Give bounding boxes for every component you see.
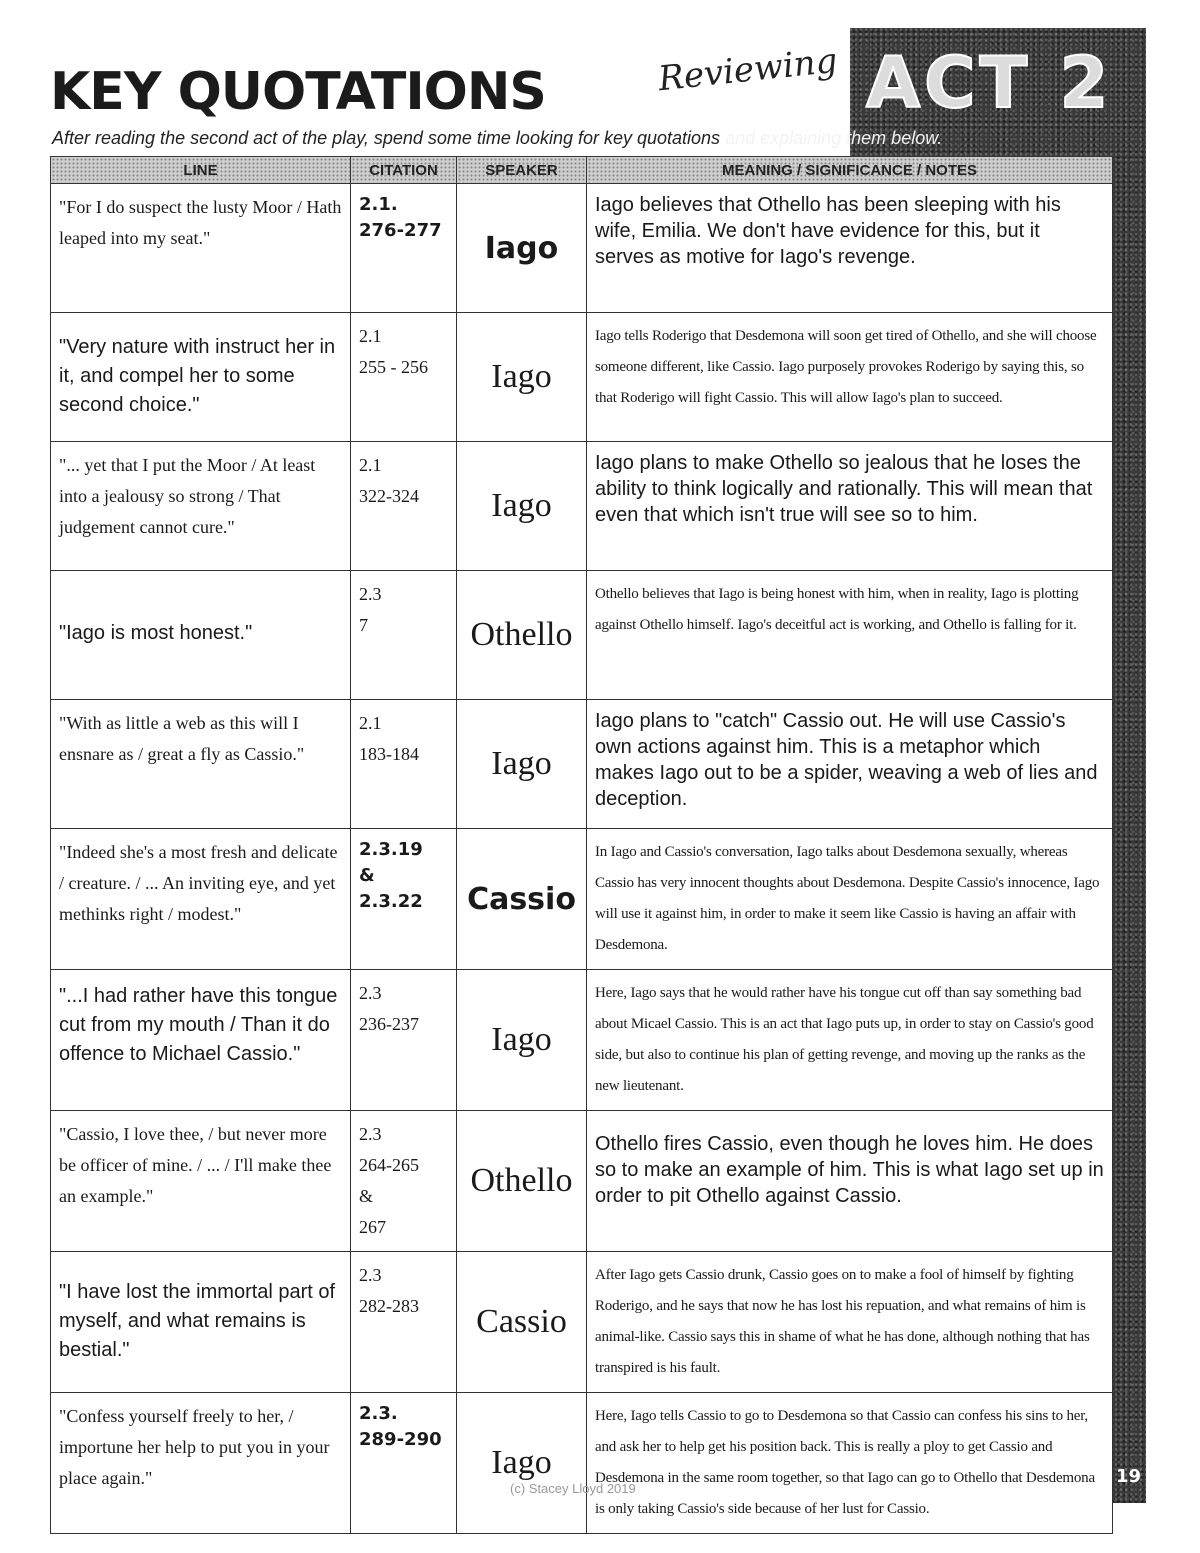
quote-line: "...I had rather have this tongue cut from my mouth / Than it do offence to Michael Cassio." bbox=[51, 970, 351, 1111]
reviewing-script-label: Reviewing bbox=[656, 40, 840, 100]
quote-line: "Iago is most honest." bbox=[51, 571, 351, 700]
quote-citation: 2.3.19 & 2.3.22 bbox=[351, 829, 457, 970]
quote-speaker: Othello bbox=[457, 571, 587, 700]
table-row bbox=[51, 1393, 1113, 1534]
quote-citation: 2.3 282-283 bbox=[351, 1252, 457, 1393]
quote-speaker: Iago bbox=[457, 313, 587, 442]
column-header-citation: CITATION bbox=[351, 157, 457, 184]
quotations-table bbox=[50, 156, 1113, 1534]
quote-speaker: Cassio bbox=[457, 829, 587, 970]
quote-citation: 2.1 322-324 bbox=[351, 442, 457, 571]
quote-line: "For I do suspect the lusty Moor / Hath leaped into my seat." bbox=[51, 184, 351, 313]
quote-citation: 2.3 236-237 bbox=[351, 970, 457, 1111]
quote-speaker: Iago bbox=[457, 970, 587, 1111]
quote-speaker: Iago bbox=[457, 1393, 587, 1534]
quote-line: "I have lost the immortal part of myself, and what remains is bestial." bbox=[51, 1252, 351, 1393]
quote-notes: Othello believes that Iago is being honest with him, when in reality, Iago is plotting against Othello himself. Iago's deceitful act is working, and Othello is falling for it. bbox=[587, 571, 1113, 700]
copyright-notice: (c) Stacey Lloyd 2019 bbox=[510, 1481, 636, 1496]
quote-notes: Here, Iago says that he would rather have his tongue cut off than say something bad about Micael Cassio. This is an act that Iago puts up, in order to stay on Cassio's good side, but also to continue his plan of getting revenge, and moving up the ranks as the new lieutenant. bbox=[587, 970, 1113, 1111]
table-row bbox=[51, 313, 1113, 442]
table-row bbox=[51, 442, 1113, 571]
quote-citation: 2.1. 276-277 bbox=[351, 184, 457, 313]
quote-line: "... yet that I put the Moor / At least into a jealousy so strong / That judgement cannot cure." bbox=[51, 442, 351, 571]
quote-speaker: Iago bbox=[457, 442, 587, 571]
table-row bbox=[51, 184, 1113, 313]
act-heading: ACT 2 bbox=[866, 42, 1113, 124]
quote-notes: After Iago gets Cassio drunk, Cassio goes on to make a fool of himself by fighting Roderigo, and he says that now he has lost his repuation, and what remains of him is animal-like. Cassio says this in shame of what he has done, although nothing that has transpired is his fault. bbox=[587, 1252, 1113, 1393]
table-row bbox=[51, 970, 1113, 1111]
table-row bbox=[51, 829, 1113, 970]
quote-line: "Confess yourself freely to her, / importune her help to put you in your place again." bbox=[51, 1393, 351, 1534]
quote-speaker: Othello bbox=[457, 1111, 587, 1252]
quote-line: "With as little a web as this will I ensnare as / great a fly as Cassio." bbox=[51, 700, 351, 829]
instructions bbox=[52, 128, 1132, 149]
quote-notes: Othello fires Cassio, even though he loves him. He does so to make an example of him. This is what Iago set up in order to pit Othello against Cassio. bbox=[587, 1111, 1113, 1252]
quote-citation: 2.1 255 - 256 bbox=[351, 313, 457, 442]
instructions-part-a: After reading the second act of the play, spend some time looking for key quotations bbox=[52, 128, 721, 148]
table-row bbox=[51, 1252, 1113, 1393]
quote-notes: Here, Iago tells Cassio to go to Desdemona so that Cassio can confess his sins to her, and ask her to help get his position back. This is really a ploy to get Cassio and Desdemona in the same room together, so that Iago can go to Othello that Desdemona is only taking Cassio's side because of her lust for Cassio. bbox=[587, 1393, 1113, 1534]
quote-citation: 2.1 183-184 bbox=[351, 700, 457, 829]
quote-notes: Iago plans to make Othello so jealous that he loses the ability to think logically and rationally. This will mean that even that which isn't true will see so to him. bbox=[587, 442, 1113, 571]
table-row bbox=[51, 1111, 1113, 1252]
column-header-line: LINE bbox=[51, 157, 351, 184]
page-title: KEY QUOTATIONS bbox=[50, 62, 546, 122]
quote-citation: 2.3. 289-290 bbox=[351, 1393, 457, 1534]
table-header-row bbox=[51, 157, 1113, 184]
quote-notes: In Iago and Cassio's conversation, Iago talks about Desdemona sexually, whereas Cassio has very innocent thoughts about Desdemona. Despite Cassio's innocence, Iago will use it against him, in order to make it seem like Cassio is having an affair with Desdemona. bbox=[587, 829, 1113, 970]
quote-line: "Cassio, I love thee, / but never more be officer of mine. / ... / I'll make thee an example." bbox=[51, 1111, 351, 1252]
instructions-part-b: and explaining them below. bbox=[720, 128, 943, 148]
quote-citation: 2.3 7 bbox=[351, 571, 457, 700]
quote-speaker: Iago bbox=[457, 184, 587, 313]
quote-notes: Iago plans to "catch" Cassio out. He will use Cassio's own actions against him. This is a metaphor which makes Iago out to be a spider, weaving a web of lies and deception. bbox=[587, 700, 1113, 829]
quote-citation: 2.3 264-265 & 267 bbox=[351, 1111, 457, 1252]
page-number: 19 bbox=[1116, 1466, 1142, 1487]
quote-notes: Iago believes that Othello has been sleeping with his wife, Emilia. We don't have evidence for this, but it serves as motive for Iago's revenge. bbox=[587, 184, 1113, 313]
column-header-notes: MEANING / SIGNIFICANCE / NOTES bbox=[587, 157, 1113, 184]
table-row bbox=[51, 571, 1113, 700]
quote-speaker: Cassio bbox=[457, 1252, 587, 1393]
quote-line: "Indeed she's a most fresh and delicate / creature. / ... An inviting eye, and yet methinks right / modest." bbox=[51, 829, 351, 970]
quote-notes: Iago tells Roderigo that Desdemona will soon get tired of Othello, and she will choose someone different, like Cassio. Iago purposely provokes Roderigo by saying this, so that Roderigo will fight Cassio. This will allow Iago's plan to succeed. bbox=[587, 313, 1113, 442]
quote-line: "Very nature with instruct her in it, and compel her to some second choice." bbox=[51, 313, 351, 442]
table-row bbox=[51, 700, 1113, 829]
column-header-speaker: SPEAKER bbox=[457, 157, 587, 184]
quote-speaker: Iago bbox=[457, 700, 587, 829]
